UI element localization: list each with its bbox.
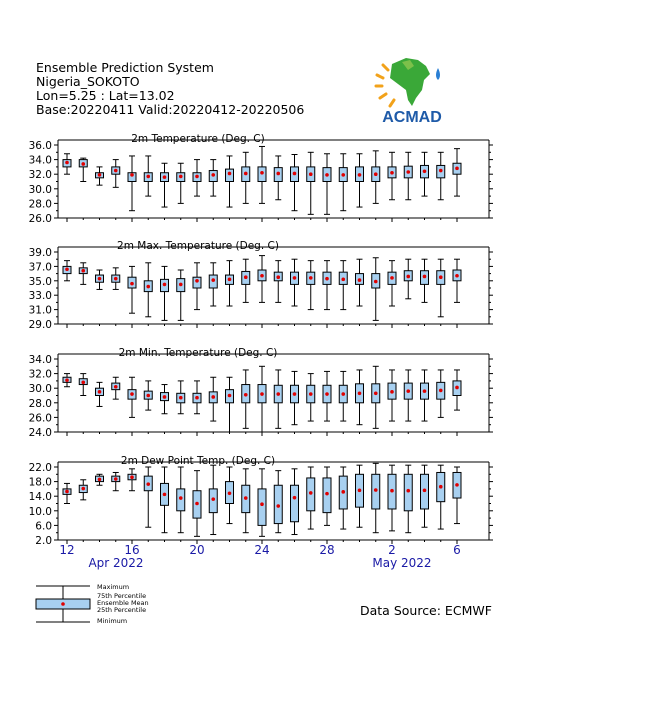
mean-marker [163,493,167,497]
month-label-apr: Apr 2022 [88,556,144,570]
mean-marker [455,386,459,390]
iqr-box [404,474,412,511]
header-base-valid: Base:20220411 Valid:20220412-20220506 [36,102,305,117]
box-17 [323,154,331,215]
mean-marker [211,497,215,501]
mean-marker [455,167,459,171]
mean-marker [406,389,410,393]
box-3 [96,474,104,485]
logo-text: ACMAD [382,109,442,126]
mean-marker [374,488,378,492]
panel-title: 2m Max. Temperature (Deg. C) [117,240,279,252]
x-tick-label: 16 [124,543,140,557]
mean-marker [260,171,264,175]
y-tick-label: 28.0 [28,397,52,410]
box-23 [421,370,429,421]
box-23 [421,465,429,527]
panel-2 [29,240,493,331]
mean-marker [130,392,134,396]
africa-map-icon [390,58,430,106]
mean-marker [374,280,378,284]
legend-label-minimum: Minimum [97,617,128,625]
y-tick-label: 30.0 [28,183,52,196]
mean-marker [98,277,102,281]
mean-marker [406,170,410,174]
box-21 [388,370,396,421]
box-13 [258,469,266,537]
box-11 [226,156,234,207]
mean-marker [374,172,378,176]
box-13 [258,366,266,432]
box-7 [161,163,169,207]
box-18 [339,467,347,529]
mean-marker [423,489,427,493]
box-22 [404,152,412,199]
y-tick-label: 24.0 [28,427,52,439]
y-tick-label: 26.0 [28,412,52,425]
box-10 [209,377,217,421]
box-24 [437,152,445,199]
box-1 [63,483,71,503]
box-11 [226,261,234,306]
y-tick-label: 6.0 [35,520,52,533]
mean-marker [130,475,134,479]
mean-marker [146,482,150,486]
box-25 [453,149,461,196]
mean-marker [81,269,85,273]
mean-marker [325,392,329,396]
mean-marker [244,496,248,500]
box-18 [339,154,347,211]
mean-marker [309,276,313,280]
mean-marker [309,491,313,495]
mean-marker [358,278,362,282]
box-2 [79,158,87,181]
box-22 [404,370,412,421]
mean-marker [81,487,85,491]
month-label-may: May 2022 [372,556,432,570]
box-22 [404,259,412,299]
box-10 [209,465,217,534]
y-tick-label: 30.0 [28,383,52,396]
box-19 [356,370,364,425]
y-tick-label: 26.0 [28,213,52,225]
y-tick-label: 35.0 [28,275,52,288]
box-11 [226,467,234,524]
y-tick-label: 28.0 [28,198,52,211]
box-25 [453,370,461,410]
iqr-box [258,489,266,526]
y-tick-label: 29.0 [28,319,52,331]
mean-marker [276,392,280,396]
box-2 [79,374,87,396]
box-3 [96,382,104,406]
box-15 [291,371,299,424]
mean-marker [390,171,394,175]
mean-marker [163,175,167,179]
mean-marker [211,278,215,282]
box-25 [453,259,461,302]
mean-marker [244,172,248,176]
mean-marker [341,173,345,177]
box-21 [388,152,396,199]
box-7 [161,385,169,414]
box-6 [144,263,152,317]
box-15 [291,469,299,535]
mean-marker [179,496,183,500]
x-tick-label: 28 [319,543,335,557]
mean-marker [439,389,443,393]
box-10 [209,263,217,306]
mean-marker [81,381,85,385]
y-tick-label: 34.0 [28,354,52,366]
mean-marker [195,279,199,283]
mean-marker [65,490,69,494]
mean-marker [293,172,297,176]
box-14 [274,370,282,428]
mean-marker [228,278,232,282]
mean-marker [81,162,85,166]
box-7 [161,467,169,533]
box-21 [388,465,396,531]
panel-title: 2m Min. Temperature (Deg. C) [118,347,278,359]
mean-marker [228,172,232,176]
mean-marker [293,392,297,396]
mean-marker [260,274,264,278]
box-24 [437,370,445,417]
y-tick-label: 22.0 [28,462,52,474]
droplet-icon [436,68,440,80]
legend-label-p25: 25th Percentile [97,606,147,614]
box-8 [177,270,185,320]
box-16 [307,467,315,529]
x-tick-label: 12 [59,543,75,557]
iqr-box [291,485,299,522]
box-6 [144,156,152,196]
mean-marker [146,285,150,289]
mean-marker [439,169,443,173]
y-tick-label: 2.0 [35,535,52,547]
box-15 [291,259,299,306]
mean-marker [114,169,118,173]
y-tick-label: 37.0 [28,261,52,274]
box-4 [112,160,120,188]
box-4 [112,268,120,290]
y-tick-label: 18.0 [28,476,52,489]
box-19 [356,465,364,527]
iqr-box [177,489,185,511]
mean-marker [439,485,443,489]
mean-marker [98,173,102,177]
mean-marker [260,502,264,506]
box-24 [437,259,445,317]
mean-marker [65,267,69,271]
mean-marker [244,393,248,397]
box-8 [177,381,185,414]
box-16 [307,152,315,214]
mean-marker [423,275,427,279]
y-tick-label: 36.0 [28,140,52,152]
iqr-box [193,277,201,288]
legend-mean-marker [61,602,65,606]
box-17 [323,261,331,310]
mean-marker [358,489,362,493]
y-tick-label: 10.0 [28,505,52,518]
mean-marker [130,173,134,177]
box-13 [258,256,266,303]
box-3 [96,270,104,289]
legend-label-maximum: Maximum [97,583,130,591]
box-2 [79,263,87,285]
mean-marker [341,490,345,494]
box-6 [144,381,152,410]
mean-marker [455,274,459,278]
box-9 [193,263,201,310]
panel-4 [29,455,493,547]
mean-marker [325,277,329,281]
legend-label-mean: Ensemble Mean [97,599,149,607]
mean-marker [211,395,215,399]
y-tick-label: 32.0 [28,368,52,381]
box-1 [63,154,71,174]
mean-marker [293,496,297,500]
iqr-box [226,169,234,181]
mean-marker [146,175,150,179]
box-12 [242,152,250,203]
mean-marker [390,390,394,394]
y-tick-label: 14.0 [28,491,52,504]
box-7 [161,266,169,320]
box-16 [307,374,315,421]
box-9 [193,160,201,197]
mean-marker [195,502,199,506]
mean-marker [244,275,248,279]
box-1 [63,374,71,387]
box-18 [339,261,347,310]
box-5 [128,469,136,491]
header-system: Ensemble Prediction System [36,60,214,75]
panel-title: 2m Dew Point Temp. (Deg. C) [120,455,276,467]
box-17 [323,467,331,525]
box-14 [274,471,282,533]
mean-marker [276,504,280,508]
mean-marker [309,392,313,396]
mean-marker [276,275,280,279]
x-tick-label: 24 [254,543,270,557]
panel-title: 2m Temperature (Deg. C) [131,133,265,145]
x-tick-label: 2 [388,543,396,557]
mean-marker [455,483,459,487]
box-19 [356,259,364,306]
mean-marker [146,394,150,398]
header-station: Nigeria_SOKOTO [36,74,140,89]
box-5 [128,266,136,313]
panel-1 [29,133,493,225]
mean-marker [163,283,167,287]
box-4 [112,377,120,399]
mean-marker [130,282,134,286]
mean-marker [406,275,410,279]
box-14 [274,156,282,200]
box-23 [421,259,429,302]
mean-marker [293,276,297,280]
box-19 [356,154,364,207]
mean-marker [341,392,345,396]
mean-marker [114,477,118,481]
box-23 [421,152,429,196]
mean-marker [114,385,118,389]
box-8 [177,467,185,533]
mean-marker [179,175,183,179]
mean-marker [276,172,280,176]
box-9 [193,471,201,537]
box-16 [307,261,315,310]
box-8 [177,163,185,203]
mean-marker [98,478,102,482]
mean-marker [65,378,69,382]
box-12 [242,469,250,533]
box-20 [372,258,380,321]
x-tick-label: 6 [453,543,461,557]
box-20 [372,366,380,428]
mean-marker [439,275,443,279]
mean-marker [325,173,329,177]
y-tick-label: 32.0 [28,169,52,182]
box-5 [128,156,136,211]
mean-marker [179,283,183,287]
box-12 [242,259,250,302]
mean-marker [423,389,427,393]
mean-marker [325,492,329,496]
box-5 [128,377,136,417]
mean-marker [358,173,362,177]
box-11 [226,377,234,432]
x-tick-label: 20 [189,543,205,557]
legend [36,583,149,625]
mean-marker [260,392,264,396]
y-tick-label: 39.0 [28,247,52,259]
mean-marker [211,173,215,177]
mean-marker [358,392,362,396]
box-15 [291,154,299,210]
mean-marker [195,396,199,400]
box-10 [209,160,217,197]
mean-marker [309,172,313,176]
box-12 [242,370,250,428]
box-1 [63,261,71,281]
box-21 [388,261,396,306]
panel-3 [29,347,493,439]
header-coords: Lon=5.25 : Lat=13.02 [36,88,175,103]
box-13 [258,146,266,203]
mean-marker [65,161,69,165]
mean-marker [406,489,410,493]
box-20 [372,151,380,204]
box-22 [404,465,412,533]
box-9 [193,381,201,414]
box-18 [339,371,347,421]
acmad-logo [372,50,452,126]
box-4 [112,472,120,490]
mean-marker [114,277,118,281]
mean-marker [179,396,183,400]
box-25 [453,467,461,524]
mean-marker [163,395,167,399]
y-tick-label: 31.0 [28,304,52,317]
y-tick-label: 33.0 [28,290,52,303]
mean-marker [228,491,232,495]
mean-marker [98,390,102,394]
mean-marker [374,392,378,396]
mean-marker [195,175,199,179]
data-source: Data Source: ECMWF [360,603,492,618]
box-17 [323,371,331,421]
box-6 [144,467,152,527]
mean-marker [228,394,232,398]
box-14 [274,261,282,303]
mean-marker [423,169,427,173]
mean-marker [390,276,394,280]
box-2 [79,480,87,500]
y-tick-label: 34.0 [28,154,52,167]
mean-marker [341,278,345,282]
box-20 [372,463,380,532]
box-3 [96,167,104,185]
box-24 [437,465,445,529]
mean-marker [390,489,394,493]
legend-label-p75: 75th Percentile [97,592,147,600]
